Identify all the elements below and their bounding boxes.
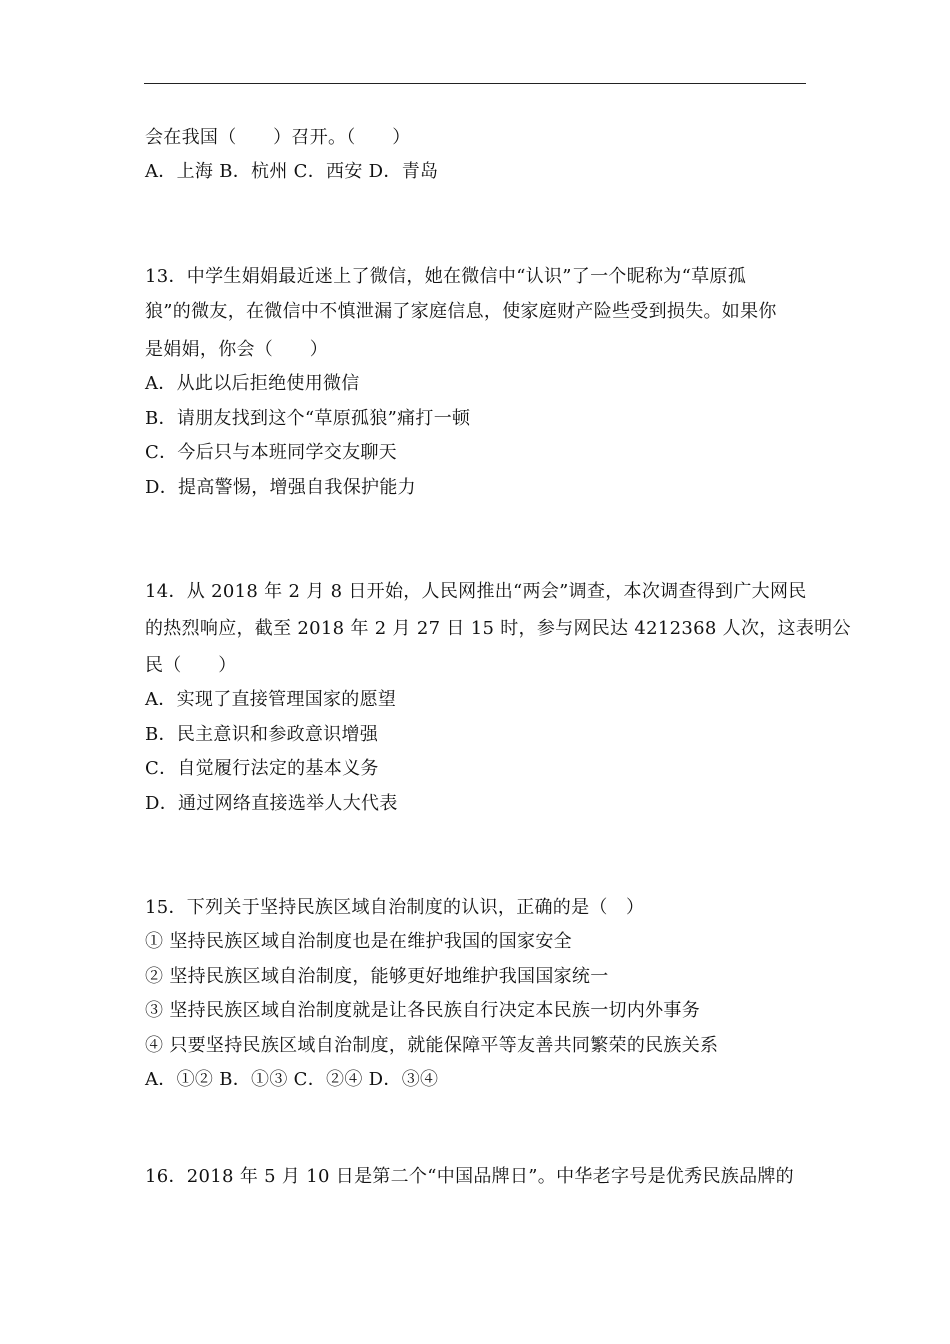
q12-stem-tail: 会在我国（ ）召开。（ ） — [145, 127, 411, 148]
q15-statement-1: ① 坚持民族区域自治制度也是在维护我国的国家安全 — [145, 931, 572, 952]
q14-option-d: D．通过网络直接选举人大代表 — [145, 793, 398, 814]
q13-stem-line-3: 是娟娟，你会（ ） — [145, 339, 328, 360]
q13-option-a: A．从此以后拒绝使用微信 — [145, 373, 360, 394]
q16-stem-start: 16．2018 年 5 月 10 日是第二个“中国品牌日”。中华老字号是优秀民族品牌的 — [145, 1166, 794, 1187]
q13-option-d: D．提高警惕，增强自我保护能力 — [145, 477, 416, 498]
q13-option-b: B．请朋友找到这个“草原孤狼”痛打一顿 — [145, 408, 471, 429]
q15-options: A．①② B．①③ C．②④ D．③④ — [145, 1069, 439, 1090]
q14-option-c: C．自觉履行法定的基本义务 — [145, 758, 379, 779]
q15-statement-4: ④ 只要坚持民族区域自治制度，就能保障平等友善共同繁荣的民族关系 — [145, 1035, 719, 1056]
q14-stem-line-1: 14．从 2018 年 2 月 8 日开始，人民网推出“两会”调查，本次调查得到广大网民 — [145, 581, 807, 602]
q14-stem-line-3: 民（ ） — [145, 655, 237, 676]
q15-stem: 15．下列关于坚持民族区域自治制度的认识，正确的是（ ） — [145, 897, 645, 918]
q14-stem-line-2: 的热烈响应，截至 2018 年 2 月 27 日 15 时，参与网民达 4212368 人次，这表明公 — [145, 618, 851, 639]
q15-statement-2: ② 坚持民族区域自治制度，能够更好地维护我国国家统一 — [145, 966, 609, 987]
q13-stem-line-2: 狼”的微友，在微信中不慎泄漏了家庭信息，使家庭财产险些受到损失。如果你 — [145, 301, 777, 322]
q14-option-b: B．民主意识和参政意识增强 — [145, 724, 379, 745]
q14-option-a: A．实现了直接管理国家的愿望 — [145, 689, 397, 710]
header-rule — [144, 83, 806, 84]
q15-statement-3: ③ 坚持民族区域自治制度就是让各民族自行决定本民族一切内外事务 — [145, 1000, 701, 1021]
q12-options: A．上海 B．杭州 C．西安 D．青岛 — [145, 161, 439, 182]
q13-option-c: C．今后只与本班同学交友聊天 — [145, 442, 397, 463]
q13-stem-line-1: 13．中学生娟娟最近迷上了微信，她在微信中“认识”了一个昵称为“草原孤 — [145, 266, 747, 287]
